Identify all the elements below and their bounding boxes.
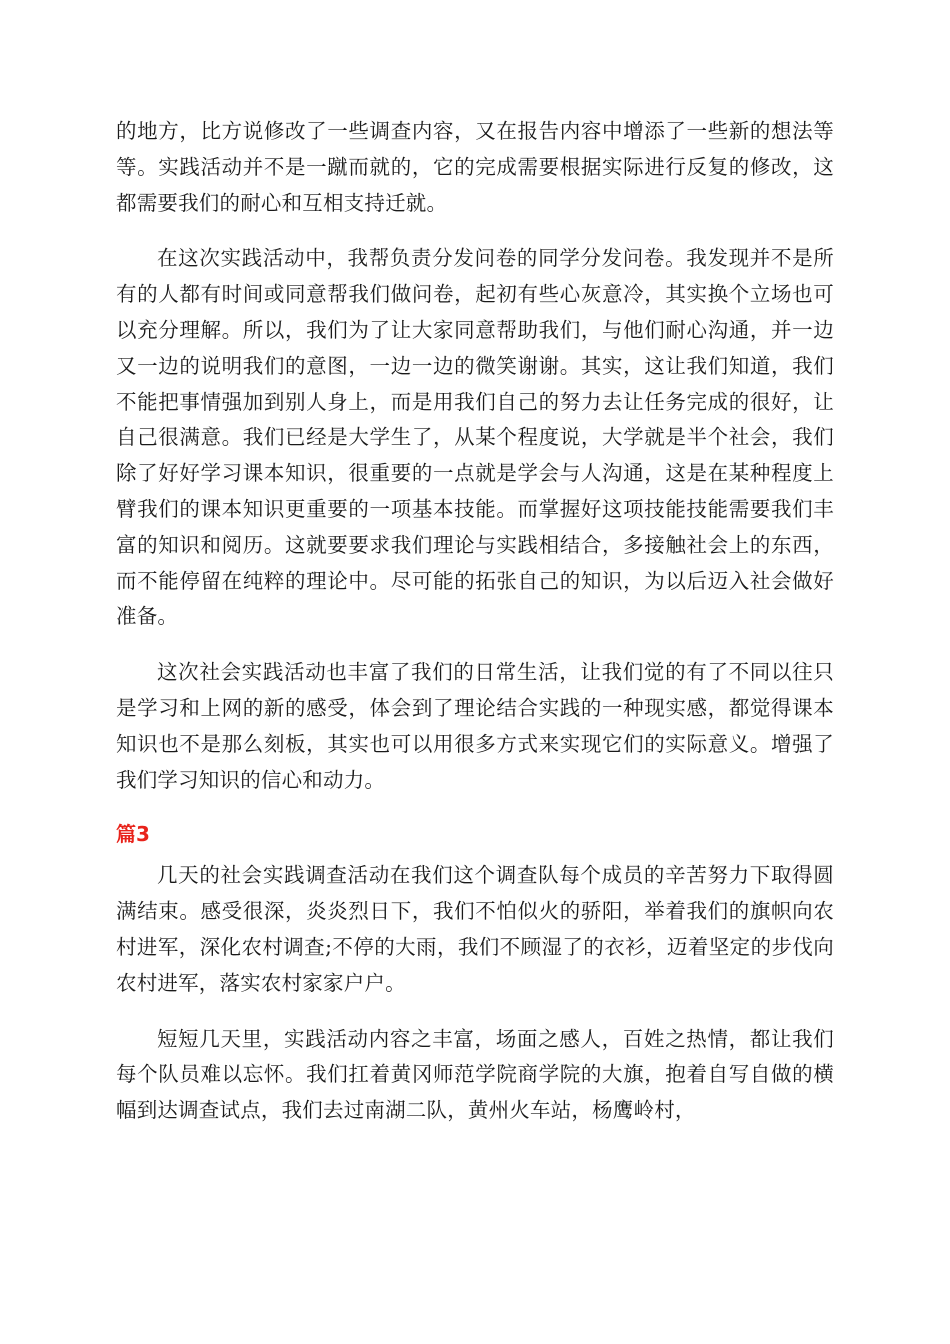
paragraph-few-days: 短短几天里，实践活动内容之丰富，场面之感人，百姓之热情，都让我们每个队员难以忘怀。我们扛着黄冈师范学院商学院的大旗，抱着自写自做的横幅到达调查试点，我们去过南湖二队，黄州火车站，杨鹰岭村， bbox=[116, 1026, 834, 1123]
paragraph-continuation: 的地方，比方说修改了一些调查内容，又在报告内容中增添了一些新的想法等等。实践活动并不是一蹴而就的，它的完成需要根据实际进行反复的修改，这都需要我们的耐心和互相支持迁就。 bbox=[116, 119, 834, 215]
document-body bbox=[116, 114, 834, 1149]
paragraph-questionnaire: 在这次实践活动中，我帮负责分发问卷的同学分发问卷。我发现并不是所有的人都有时间或同意帮我们做问卷，起初有些心灰意冷，其实换个立场也可以充分理解。所以，我们为了让大家同意帮助我们，与他们耐心沟通，并一边又一边的说明我们的意图，一边一边的微笑谢谢。其实，这让我们知道，我们不能把事情强加到别人身上，而是用我们自己的努力去让任务完成的很好，让自己很满意。我们已经是大学生了，从某个程度说，大学就是半个社会，我们除了好好学习课本知识，很重要的一点就是学会与人沟通，这是在某种程度上臂我们的课本知识更重要的一项基本技能。而掌握好这项技能技能需要我们丰富的知识和阅历。这就要要求我们理论与实践相结合，多接触社会上的东西，而不能停留在纯粹的理论中。尽可能的拓张自己的知识，为以后迈入社会做好准备。 bbox=[116, 246, 834, 629]
section-heading: 篇3 bbox=[116, 822, 150, 847]
paragraph-daily-life: 这次社会实践活动也丰富了我们的日常生活，让我们觉的有了不同以往只是学习和上网的新的感受，体会到了理论结合实践的一种现实感，都觉得课本知识也不是那么刻板，其实也可以用很多方式来实现它们的实际意义。增强了我们学习知识的信心和动力。 bbox=[116, 660, 834, 792]
paragraph-survey-activity: 几天的社会实践调查活动在我们这个调查队每个成员的辛苦努力下取得圆满结束。感受很深，炎炎烈日下，我们不怕似火的骄阳，举着我们的旗帜向农村进军，深化农村调查;不停的大雨，我们不顾湿了的衣衫，迈着坚定的步伐向农村进军，落实农村家家户户。 bbox=[116, 863, 834, 995]
